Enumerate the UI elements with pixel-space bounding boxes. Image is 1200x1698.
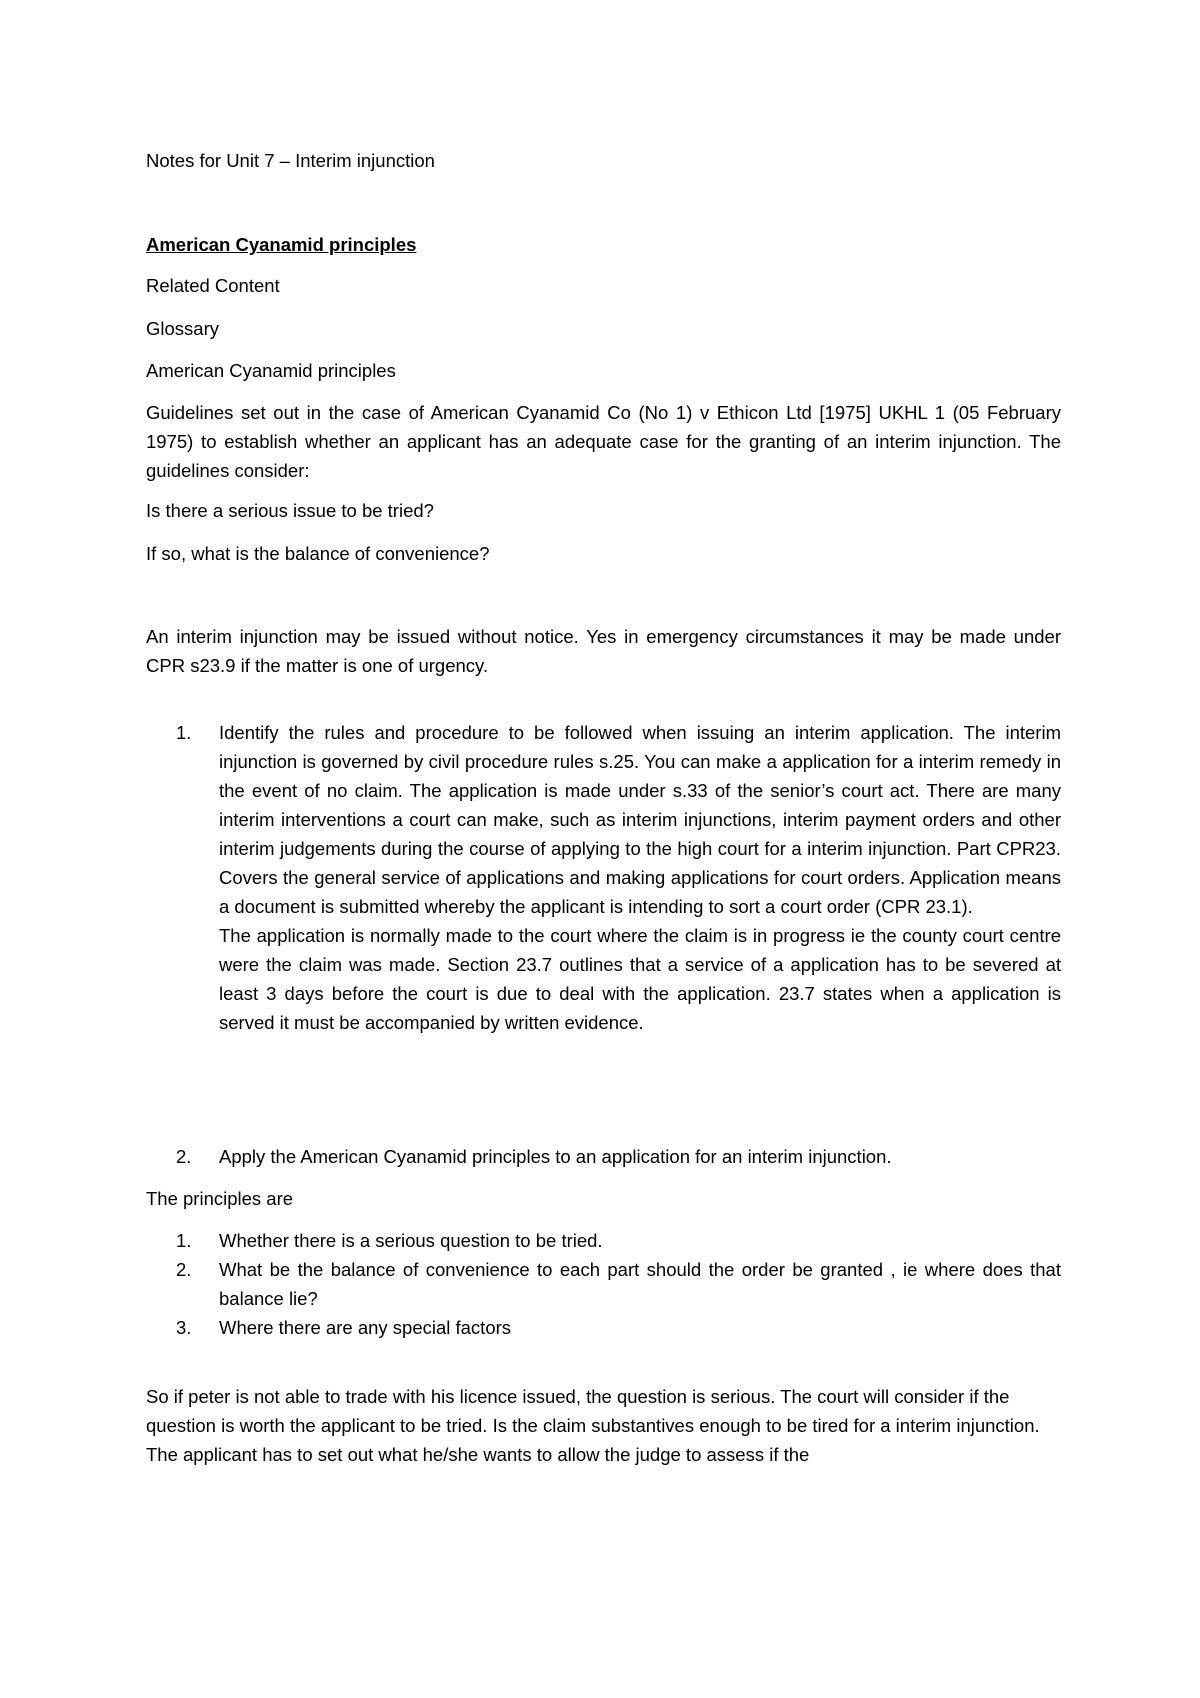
item1-paragraph-2: The application is normally made to the court where the claim is in progress ie the county court centre were the claim was made. Section 23.7 outlines that a service of a application has to be severed at least 3 days before the court is due to deal with the application. 23.7 states when a application is served it must be accompanied by written evidence. bbox=[219, 925, 1061, 1033]
list-marker: 2. bbox=[176, 1146, 192, 1167]
list-item bbox=[146, 1142, 1061, 1171]
principle-text: Whether there is a serious question to be tried. bbox=[219, 1230, 603, 1251]
glossary-term: American Cyanamid principles bbox=[146, 360, 396, 381]
numbered-list-1 bbox=[146, 718, 1061, 1037]
principle-text: What be the balance of convenience to each part should the order be granted , ie where does that balance lie? bbox=[219, 1259, 1061, 1309]
principles-list bbox=[146, 1226, 1061, 1342]
principles-intro: The principles are bbox=[146, 1188, 294, 1209]
item2-text: Apply the American Cyanamid principles to an application for an interim injunction. bbox=[219, 1146, 892, 1167]
document-title: Notes for Unit 7 – Interim injunction bbox=[146, 150, 435, 171]
list-marker: 1. bbox=[176, 722, 192, 743]
list-item bbox=[146, 1313, 1061, 1342]
closing-paragraph: So if peter is not able to trade with his licence issued, the question is serious. The court will consider if the question is worth the applicant to be tried. Is the claim substantives enough to be tired for a interim injunction. The applicant has to set out what he/she wants to allow the judge to assess if the bbox=[146, 1386, 1040, 1465]
question-1: Is there a serious issue to be tried? bbox=[146, 500, 434, 521]
related-content-label: Related Content bbox=[146, 275, 280, 296]
list-marker: 3. bbox=[176, 1317, 192, 1338]
list-marker: 2. bbox=[176, 1259, 192, 1280]
numbered-list-2 bbox=[146, 1142, 1061, 1171]
list-item bbox=[146, 1255, 1061, 1313]
list-item bbox=[146, 718, 1061, 1037]
section-heading: American Cyanamid principles bbox=[146, 234, 417, 255]
item1-paragraph-1: Identify the rules and procedure to be followed when issuing an interim application. The interim injunction is governed by civil procedure rules s.25. You can make a application for a interim remedy in the event of no claim. The application is made under s.33 of the senior’s court act. There are many interim interventions a court can make, such as interim injunctions, interim payment orders and other interim judgements during the course of applying to the high court for a interim injunction. Part CPR23. Covers the general service of applications and making applications for court orders. Application means a document is submitted whereby the applicant is intending to sort a court order (CPR 23.1). bbox=[219, 722, 1061, 917]
list-marker: 1. bbox=[176, 1230, 192, 1251]
definition-paragraph: Guidelines set out in the case of American Cyanamid Co (No 1) v Ethicon Ltd [1975] UKHL 1 (05 February 1975) to establish whether an applicant has an adequate case for the granting of an interim injunction. The guidelines consider: bbox=[146, 402, 1061, 481]
without-notice-paragraph: An interim injunction may be issued without notice. Yes in emergency circumstances it may be made under CPR s23.9 if the matter is one of urgency. bbox=[146, 626, 1061, 676]
glossary-label: Glossary bbox=[146, 318, 219, 339]
list-item bbox=[146, 1226, 1061, 1255]
question-2: If so, what is the balance of convenience? bbox=[146, 543, 490, 564]
principle-text: Where there are any special factors bbox=[219, 1317, 512, 1338]
